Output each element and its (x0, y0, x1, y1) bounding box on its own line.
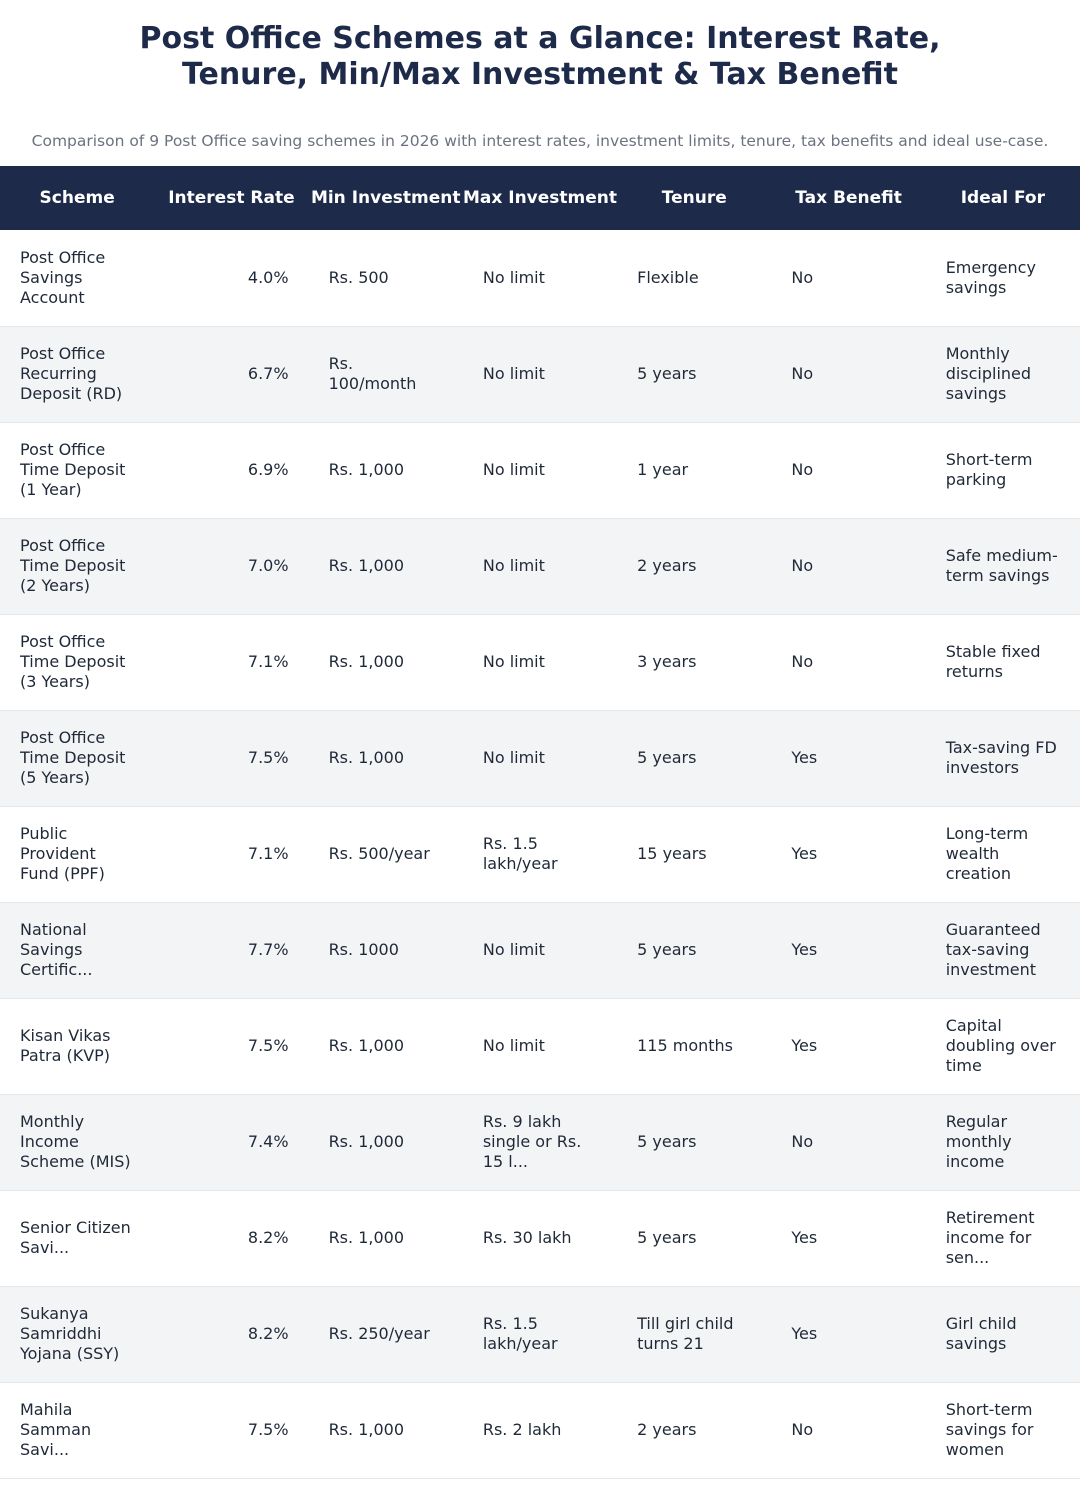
cell-tenure: 115 months (637, 1036, 734, 1055)
page-title-line-1: Post Office Schemes at a Glance: Interest Rate, (139, 21, 941, 56)
cell-max-investment: No limit (482, 1036, 545, 1055)
table-row (0, 326, 1080, 422)
cell-scheme: Public Provident Fund (PPF) (20, 824, 105, 883)
cell-ideal-for: Stable fixed returns (945, 642, 1041, 681)
table-row (0, 902, 1080, 998)
cell-max-investment: No limit (482, 267, 545, 287)
cell-interest-rate: 6.7% (247, 364, 289, 383)
cell-tenure: 5 years (637, 364, 697, 383)
table-row (0, 518, 1080, 614)
cell-max-investment: Rs. 30 lakh (482, 1228, 572, 1247)
cell-ideal-for: Regular monthly income (945, 1112, 1012, 1171)
cell-interest-rate: 6.9% (247, 460, 289, 479)
table-row (0, 806, 1080, 902)
cell-tenure: 2 years (637, 1420, 697, 1439)
table-row (0, 1190, 1080, 1286)
cell-tax-benefit: Yes (791, 844, 818, 863)
header-max-investment: Max Investment (462, 188, 617, 208)
cell-interest-rate: 7.5% (247, 1036, 289, 1055)
cell-scheme: Sukanya Samriddhi Yojana (SSY) (20, 1304, 120, 1363)
cell-max-investment: No limit (482, 460, 545, 479)
cell-tenure: 5 years (637, 940, 697, 959)
cell-tax-benefit: Yes (791, 1228, 818, 1247)
cell-ideal-for: Long-term wealth creation (945, 824, 1029, 883)
cell-min-investment: Rs. 1,000 (328, 652, 404, 671)
cell-min-investment: Rs. 1,000 (328, 1228, 404, 1247)
table-row (0, 998, 1080, 1094)
cell-max-investment: Rs. 2 lakh (482, 1420, 562, 1439)
cell-max-investment: No limit (482, 940, 545, 959)
cell-tenure: 1 year (637, 460, 689, 479)
cell-min-investment: Rs. 1,000 (328, 1420, 404, 1439)
cell-tax-benefit: No (791, 1132, 814, 1151)
cell-tax-benefit: No (791, 652, 814, 671)
cell-ideal-for: Emergency savings (945, 257, 1036, 297)
cell-max-investment: Rs. 1.5 lakh/year (482, 1314, 558, 1353)
cell-ideal-for: Safe medium-term savings (945, 546, 1058, 585)
cell-min-investment: Rs. 250/year (328, 1324, 430, 1343)
cell-max-investment: Rs. 1.5 lakh/year (482, 834, 558, 873)
cell-tax-benefit: No (791, 460, 814, 479)
cell-max-investment: No limit (482, 652, 545, 671)
header-scheme: Scheme (39, 188, 115, 208)
cell-tax-benefit: No (791, 1420, 814, 1439)
cell-interest-rate: 7.5% (247, 748, 289, 767)
cell-ideal-for: Guaranteed tax-saving investment (945, 920, 1041, 979)
cell-scheme: Post Office Time Deposit (3 Years) (20, 632, 126, 691)
header-interest-rate: Interest Rate (168, 188, 295, 208)
cell-scheme: Kisan Vikas Patra (KVP) (20, 1026, 111, 1065)
cell-tenure: 5 years (637, 748, 697, 767)
cell-min-investment: Rs. 500/year (328, 844, 430, 863)
cell-min-investment: Rs. 1,000 (328, 748, 404, 767)
table-row (0, 614, 1080, 710)
cell-tenure: 5 years (637, 1132, 697, 1151)
header-min-investment: Min Investment (310, 188, 461, 208)
cell-scheme: Post Office Time Deposit (1 Year) (20, 440, 126, 499)
table-header-row (0, 166, 1080, 230)
cell-tenure: 5 years (637, 1228, 697, 1247)
cell-ideal-for: Capital doubling over time (945, 1016, 1056, 1075)
cell-max-investment: Rs. 9 lakh single or Rs. 15 l... (482, 1112, 582, 1171)
table-row (0, 230, 1080, 326)
cell-scheme: Mahila Samman Savi... (20, 1400, 92, 1459)
cell-interest-rate: 4.0% (247, 267, 289, 287)
cell-tax-benefit: No (791, 556, 814, 575)
table-row (0, 1382, 1080, 1478)
cell-ideal-for: Girl child savings (945, 1314, 1017, 1353)
cell-min-investment: Rs. 1,000 (328, 1036, 404, 1055)
cell-interest-rate: 7.0% (247, 556, 289, 575)
cell-interest-rate: 8.2% (247, 1228, 289, 1247)
cell-ideal-for: Short-term parking (945, 450, 1033, 489)
cell-scheme: Post Office Time Deposit (5 Years) (20, 728, 126, 787)
cell-scheme: Senior Citizen Savi... (20, 1218, 131, 1257)
cell-ideal-for: Monthly disciplined savings (945, 344, 1032, 403)
cell-tenure: Till girl child turns 21 (637, 1314, 734, 1353)
cell-min-investment: Rs. 1,000 (328, 556, 404, 575)
cell-tenure: 2 years (637, 556, 697, 575)
cell-max-investment: No limit (482, 556, 545, 575)
cell-scheme: Post Office Recurring Deposit (RD) (20, 344, 123, 403)
cell-ideal-for: Tax-saving FD investors (945, 738, 1057, 777)
table-row (0, 1094, 1080, 1190)
cell-min-investment: Rs. 1,000 (328, 1132, 404, 1151)
table-header (0, 166, 1080, 230)
cell-ideal-for: Retirement income for sen... (945, 1208, 1035, 1267)
cell-scheme: Post Office Savings Account (20, 247, 106, 307)
cell-tenure: 15 years (637, 844, 707, 863)
table-row (0, 710, 1080, 806)
page-title (0, 21, 1080, 93)
cell-interest-rate: 7.4% (247, 1132, 289, 1151)
cell-ideal-for: Short-term savings for women (945, 1400, 1034, 1459)
cell-tenure: Flexible (637, 267, 699, 287)
page-title-line-2: Tenure, Min/Max Investment & Tax Benefit (182, 57, 898, 92)
cell-interest-rate: 7.1% (247, 652, 289, 671)
cell-min-investment: Rs. 100/month (328, 354, 417, 393)
table-body (0, 230, 1080, 1478)
cell-max-investment: No limit (482, 364, 545, 383)
cell-interest-rate: 7.5% (247, 1420, 289, 1439)
cell-tax-benefit: No (791, 267, 814, 287)
cell-tax-benefit: Yes (791, 748, 818, 767)
cell-tax-benefit: No (791, 364, 814, 383)
cell-tax-benefit: Yes (791, 940, 818, 959)
cell-tax-benefit: Yes (791, 1324, 818, 1343)
table-row (0, 1286, 1080, 1382)
page-subtitle: Comparison of 9 Post Office saving schemes in 2026 with interest rates, investment limits, tenure, tax benefits and ideal use-case. (31, 132, 1049, 150)
cell-min-investment: Rs. 1000 (328, 940, 399, 959)
cell-min-investment: Rs. 500 (328, 267, 389, 287)
table-row (0, 422, 1080, 518)
header-tenure: Tenure (661, 188, 727, 208)
cell-max-investment: No limit (482, 748, 545, 767)
cell-interest-rate: 7.7% (247, 940, 289, 959)
cell-interest-rate: 7.1% (247, 844, 289, 863)
cell-tenure: 3 years (637, 652, 697, 671)
cell-scheme: Monthly Income Scheme (MIS) (20, 1112, 131, 1171)
cell-scheme: National Savings Certific... (20, 920, 93, 979)
schemes-table (0, 166, 1080, 1479)
header-tax-benefit: Tax Benefit (795, 188, 902, 208)
cell-scheme: Post Office Time Deposit (2 Years) (20, 536, 126, 595)
cell-tax-benefit: Yes (791, 1036, 818, 1055)
cell-interest-rate: 8.2% (247, 1324, 289, 1343)
cell-min-investment: Rs. 1,000 (328, 460, 404, 479)
header-ideal-for: Ideal For (960, 188, 1045, 208)
